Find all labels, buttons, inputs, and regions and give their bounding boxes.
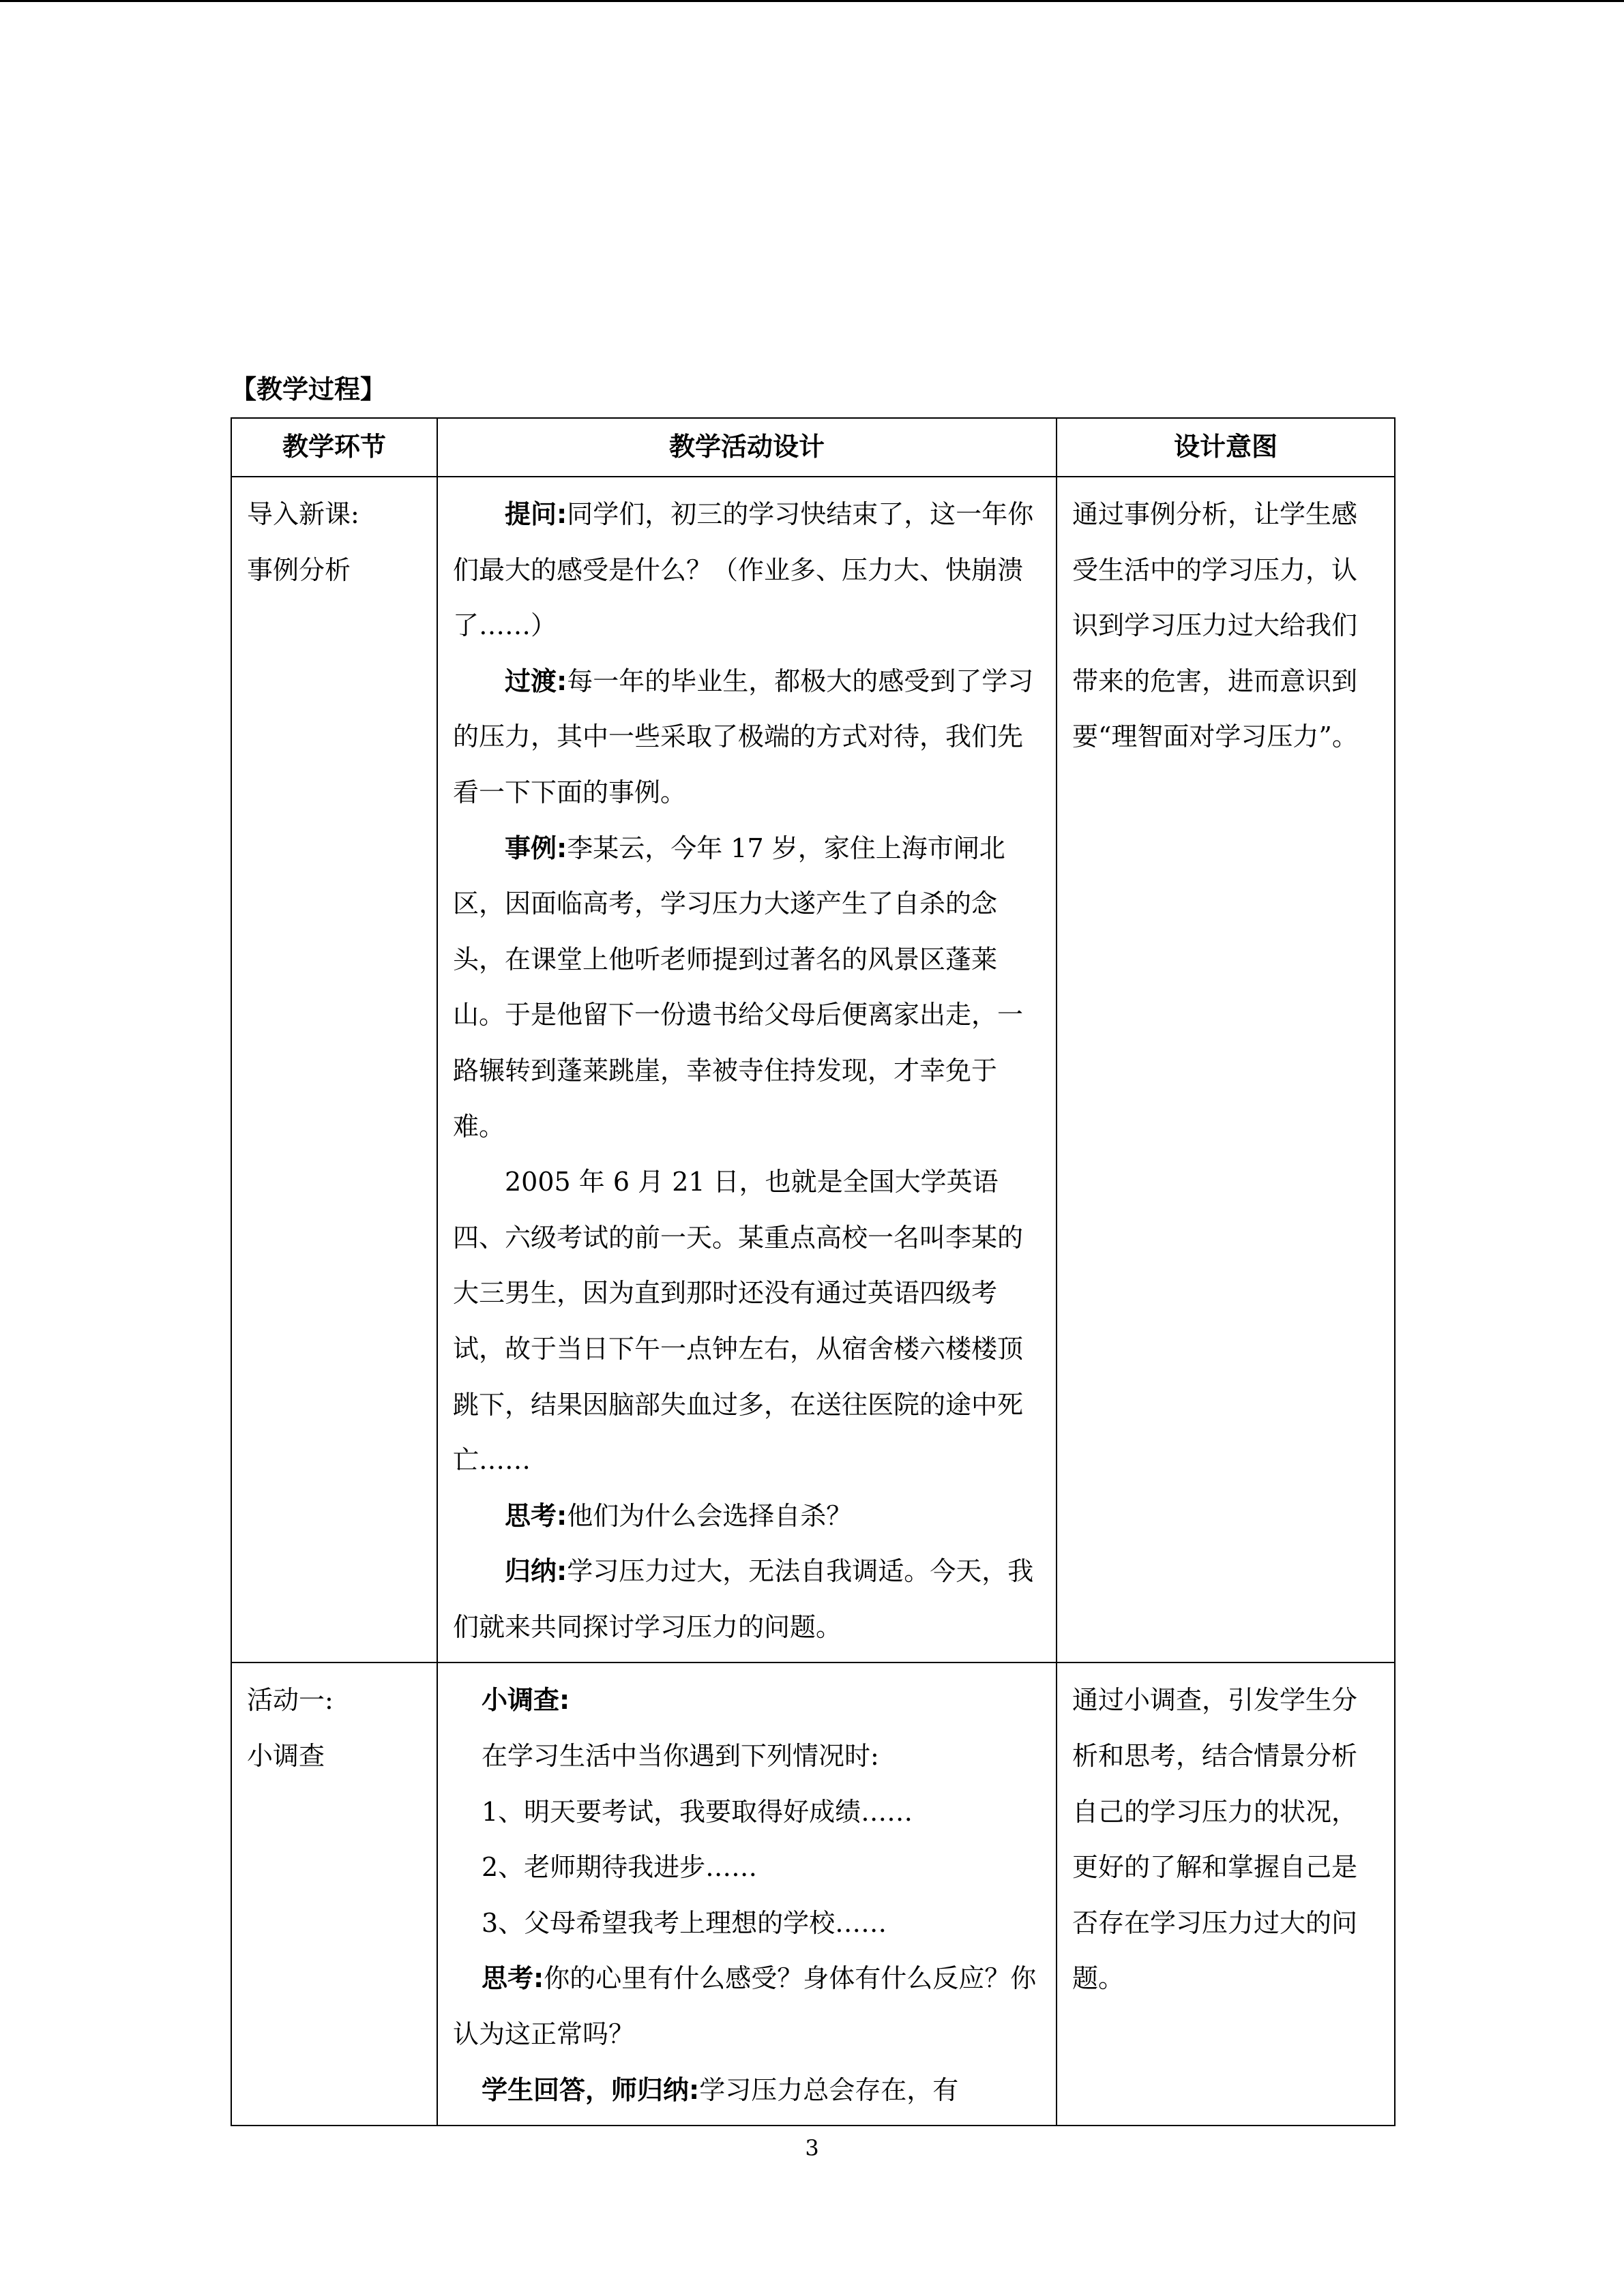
intent-cell xyxy=(1057,477,1395,1663)
paragraph-label: 事例: xyxy=(505,833,567,863)
paragraph-label: 思考: xyxy=(482,1963,544,1994)
paragraph-text: 2005 年 6 月 21 日，也就是全国大学英语四、六级考试的前一天。某重点高校一名叫李某的大三男生，因为直到那时还没有通过英语四级考试，故于当日下午一点钟左右，从宿舍楼六楼楼顶跳下，结果因脑部失血过多，在送往医院的途中死亡…… xyxy=(453,1167,1024,1476)
stage-cell xyxy=(231,1663,437,2126)
header-stage: 教学环节 xyxy=(231,418,437,477)
intent-text: 通过事例分析，让学生感受生活中的学习压力，认识到学习压力过大给我们带来的危害，进而意识到要“理智面对学习压力”。 xyxy=(1072,499,1358,752)
think-paragraph xyxy=(453,1951,1041,2062)
survey-intro: 在学习生活中当你遇到下列情况时: xyxy=(482,1741,879,1772)
paragraph-text: 每一年的毕业生，都极大的感受到了学习的压力，其中一些采取了极端的方式对待，我们先看一下下面的事例。 xyxy=(453,666,1034,807)
paragraph-text: 同学们，初三的学习快结束了，这一年你们最大的感受是什么？（作业多、压力大、快崩溃了……） xyxy=(453,499,1034,641)
paragraph-text: 学习压力总会存在，有 xyxy=(699,2074,959,2105)
paragraph-text: 他们为什么会选择自杀？ xyxy=(567,1500,853,1531)
paragraph-label: 过渡: xyxy=(505,666,567,696)
top-border-line xyxy=(0,0,1624,2)
survey-item: 2、老师期待我进步…… xyxy=(482,1852,758,1883)
paragraph-label: 提问: xyxy=(505,499,567,529)
stage-cell xyxy=(231,477,437,1663)
activity-cell xyxy=(437,477,1057,1663)
paragraph-label: 思考: xyxy=(505,1500,567,1531)
intent-cell xyxy=(1057,1663,1395,2126)
survey-item: 3、父母希望我考上理想的学校…… xyxy=(482,1907,887,1938)
activity-paragraph xyxy=(453,487,1041,654)
activity-paragraph xyxy=(453,1544,1041,1655)
activity-paragraph xyxy=(453,654,1041,821)
table-row xyxy=(231,1663,1395,2126)
intent-text: 通过小调查，引发学生分析和思考，结合情景分析自己的学习压力的状况，更好的了解和掌握自己是否存在学习压力过大的问题。 xyxy=(1072,1685,1358,1994)
stage-name: 导入新课: xyxy=(247,499,359,529)
activity-paragraph xyxy=(453,821,1041,1155)
table-row xyxy=(231,477,1395,1663)
table-header-row xyxy=(231,418,1395,477)
paragraph-text: 李某云，今年 17 岁，家住上海市闸北区，因面临高考，学习压力大遂产生了自杀的念头，在课堂上他听老师提到过著名的风景区蓬莱山。于是他留下一份遗书给父母后便离家出走，一路辗转到蓬莱跳崖，幸被寺住持发现，才幸免于难。 xyxy=(453,833,1024,1142)
section-heading: 【教学过程】 xyxy=(231,374,387,404)
header-activity: 教学活动设计 xyxy=(437,418,1057,477)
answer-paragraph xyxy=(453,2063,1041,2119)
paragraph-label: 归纳: xyxy=(505,1556,567,1587)
activity-paragraph xyxy=(453,1154,1041,1489)
paragraph-text: 学习压力过大，无法自我调适。今天，我们就来共同探讨学习压力的问题。 xyxy=(453,1556,1034,1642)
teaching-process-table xyxy=(231,417,1396,2126)
paragraph-text: 你的心里有什么感受？身体有什么反应？你认为这正常吗？ xyxy=(453,1963,1037,2050)
stage-subtitle: 小调查 xyxy=(247,1741,325,1772)
survey-title: 小调查: xyxy=(482,1685,570,1716)
survey-item: 1、明天要考试，我要取得好成绩…… xyxy=(482,1796,913,1827)
stage-name: 活动一: xyxy=(247,1685,334,1716)
page-number: 3 xyxy=(805,2135,819,2161)
activity-paragraph xyxy=(453,1489,1041,1545)
activity-cell xyxy=(437,1663,1057,2126)
paragraph-label: 学生回答，师归纳: xyxy=(482,2074,700,2105)
header-intent: 设计意图 xyxy=(1057,418,1395,477)
stage-subtitle: 事例分析 xyxy=(247,554,351,585)
